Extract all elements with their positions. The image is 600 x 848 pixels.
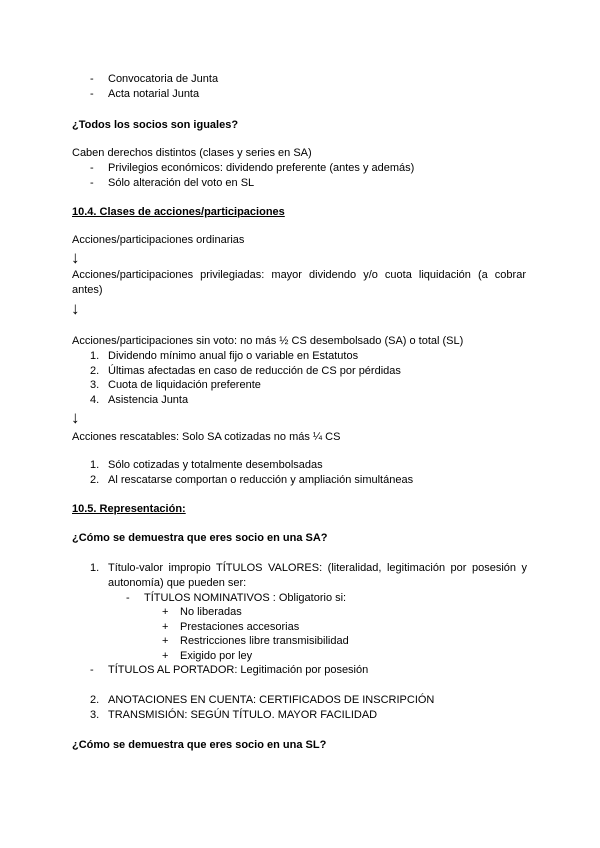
plus-bullet: + <box>162 635 169 647</box>
rescatables-item: Sólo cotizadas y totalmente desembolsadas <box>108 459 323 471</box>
list-number: 1. <box>90 350 100 362</box>
derechos-item: Sólo alteración del voto en SL <box>108 177 255 189</box>
nominativos-item: Prestaciones accesorias <box>180 621 300 633</box>
plus-bullet: + <box>162 621 169 633</box>
anotaciones-text: ANOTACIONES EN CUENTA: CERTIFICADOS DE INSCRIPCIÓN <box>108 694 435 706</box>
nominativos-item: No liberadas <box>180 606 242 618</box>
rescatables-item: Al rescatarse comportan o reducción y ampliación simultáneas <box>108 474 414 486</box>
list-number: 3. <box>90 379 100 391</box>
derechos-lead: Caben derechos distintos (clases y series en SA) <box>72 147 312 159</box>
sin-voto-item: Cuota de liquidación preferente <box>108 379 261 391</box>
nominativos-lead: TÍTULOS NOMINATIVOS : Obligatorio si: <box>144 592 347 604</box>
list-number: 4. <box>90 394 100 406</box>
question-socio-sl: ¿Cómo se demuestra que eres socio en una SL? <box>72 739 327 751</box>
sin-voto-item: Últimas afectadas en caso de reducción de CS por pérdidas <box>108 365 401 377</box>
list-number: 2. <box>90 365 100 377</box>
portador-text: TÍTULOS AL PORTADOR: Legitimación por posesión <box>108 664 369 676</box>
sin-voto-item: Dividendo mínimo anual fijo o variable en Estatutos <box>108 350 359 362</box>
question-socios-iguales: ¿Todos los socios son iguales? <box>72 119 239 131</box>
list-number: 1. <box>90 459 100 471</box>
dash-bullet: - <box>90 162 94 174</box>
ordinarias-text: Acciones/participaciones ordinarias <box>72 234 245 246</box>
derechos-item: Privilegios económicos: dividendo preferente (antes y además) <box>108 162 415 174</box>
list-number: 2. <box>90 694 100 706</box>
intro-list-item: Convocatoria de Junta <box>108 73 219 85</box>
dash-bullet: - <box>90 664 94 676</box>
dash-bullet: - <box>126 592 130 604</box>
intro-list-item: Acta notarial Junta <box>108 88 200 100</box>
dash-bullet: - <box>90 88 94 100</box>
question-socio-sa: ¿Cómo se demuestra que eres socio en una SA? <box>72 532 328 544</box>
down-arrow-icon: ↓ <box>71 299 80 318</box>
plus-bullet: + <box>162 650 169 662</box>
plus-bullet: + <box>162 606 169 618</box>
section-heading-10-5: 10.5. Representación: <box>72 503 186 515</box>
dash-bullet: - <box>90 177 94 189</box>
section-heading-10-4: 10.4. Clases de acciones/participaciones <box>72 206 285 218</box>
list-number: 1. <box>90 562 100 574</box>
titulo-valor-text: Título-valor impropio TÍTULOS VALORES: (literalidad, legitimación por posesión y autonomía) que pueden ser: <box>108 562 527 589</box>
transmision-text: TRANSMISIÓN: SEGÚN TÍTULO. MAYOR FACILIDAD <box>108 709 378 721</box>
list-number: 2. <box>90 474 100 486</box>
down-arrow-icon: ↓ <box>71 408 80 427</box>
list-number: 3. <box>90 709 100 721</box>
rescatables-lead: Acciones rescatables: Solo SA cotizadas no más ¼ CS <box>72 431 341 443</box>
down-arrow-icon: ↓ <box>71 248 80 267</box>
nominativos-item: Exigido por ley <box>180 650 253 662</box>
sin-voto-item: Asistencia Junta <box>108 394 189 406</box>
nominativos-item: Restricciones libre transmisibilidad <box>180 635 349 647</box>
sin-voto-lead: Acciones/participaciones sin voto: no más ½ CS desembolsado (SA) o total (SL) <box>72 335 464 347</box>
dash-bullet: - <box>90 73 94 85</box>
privilegiadas-text: Acciones/participaciones privilegiadas: mayor dividendo y/o cuota liquidación (a cobrar antes) <box>72 269 526 296</box>
